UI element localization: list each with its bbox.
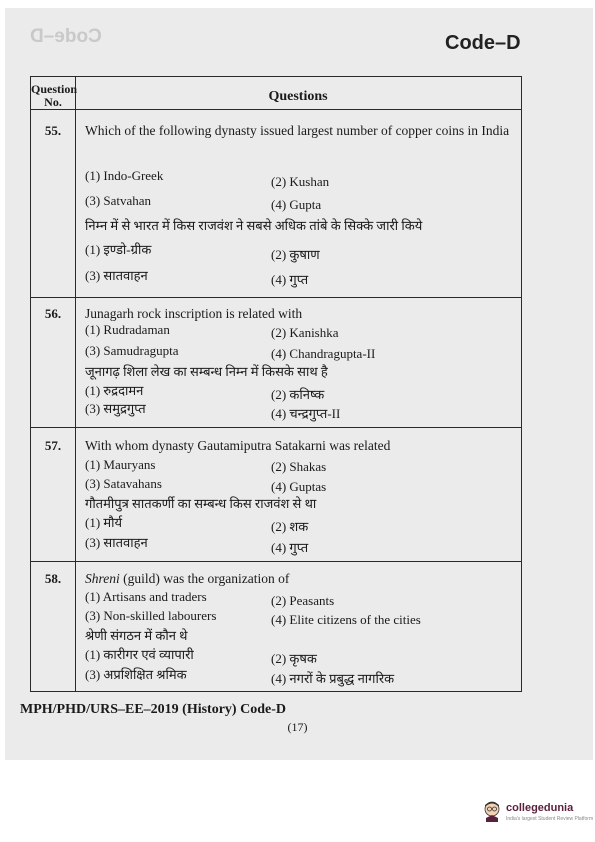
hindi-option-4: (4) गुप्त bbox=[271, 272, 309, 287]
paper-code: Code–D bbox=[445, 32, 521, 54]
option-1: (1) Rudradaman bbox=[85, 322, 170, 337]
row-divider bbox=[31, 561, 521, 562]
question-table bbox=[30, 76, 522, 692]
option-2: (2) Kushan bbox=[271, 174, 330, 189]
question-text bbox=[85, 569, 517, 589]
hindi-option-2: (2) कृषक bbox=[271, 651, 317, 666]
collegedunia-logo[interactable] bbox=[482, 800, 594, 828]
question-text: Which of the following dynasty issued largest number of copper coins in India bbox=[85, 123, 510, 138]
option-1: (1) Mauryans bbox=[85, 457, 156, 472]
option-3: (3) Satvahan bbox=[85, 193, 152, 208]
hindi-option-1: (1) मौर्य bbox=[85, 515, 123, 530]
brand-name: collegedunia bbox=[506, 802, 574, 814]
option-3: (3) Samudragupta bbox=[85, 343, 179, 358]
option-4: (4) Elite citizens of the cities bbox=[271, 612, 421, 627]
question-number: 56. bbox=[44, 306, 62, 321]
term-shreni: Shreni bbox=[85, 571, 120, 586]
hindi-option-2: (2) कुषाण bbox=[271, 247, 320, 262]
footer-paper-code: MPH/PHD/URS–EE–2019 (History) Code-D bbox=[20, 702, 286, 717]
question-text: With whom dynasty Gautamiputra Satakarni was related bbox=[85, 438, 391, 453]
hindi-question-text: श्रेणी संगठन में कौन थे bbox=[85, 628, 188, 643]
student-mascot-icon bbox=[482, 800, 502, 822]
hindi-question-text: गौतमीपुत्र सातकर्णी का सम्बन्ध किस राजवंश से था bbox=[85, 496, 317, 511]
question-text-rest: (guild) was the organization of bbox=[119, 571, 290, 586]
column-header-questions: Questions bbox=[268, 89, 328, 104]
hindi-option-2: (2) शक bbox=[271, 519, 309, 534]
hindi-option-1: (1) इण्डो-ग्रीक bbox=[85, 242, 152, 257]
option-2: (2) Kanishka bbox=[271, 325, 339, 340]
hindi-option-3: (3) अप्रशिक्षित श्रमिक bbox=[85, 667, 187, 682]
hindi-option-4: (4) गुप्त bbox=[271, 540, 309, 555]
page-number: (17) bbox=[287, 720, 308, 734]
hindi-option-3: (3) सातवाहन bbox=[85, 535, 148, 550]
option-3: (3) Satavahans bbox=[85, 476, 162, 491]
option-1: (1) Indo-Greek bbox=[85, 168, 164, 183]
option-4: (4) Gupta bbox=[271, 197, 322, 212]
hindi-option-1: (1) रुद्रदामन bbox=[85, 383, 144, 398]
option-3: (3) Non-skilled labourers bbox=[85, 608, 217, 623]
column-header-question-no: Question No. bbox=[31, 82, 78, 109]
option-2: (2) Shakas bbox=[271, 459, 327, 474]
brand-tagline: India's largest Student Review Platform bbox=[506, 816, 594, 822]
row-divider bbox=[31, 427, 521, 428]
hindi-question-text: जूनागढ़ शिला लेख का सम्बन्ध निम्न में किसके साथ है bbox=[85, 364, 328, 379]
option-1: (1) Artisans and traders bbox=[85, 589, 207, 604]
hindi-question-text: निम्न में से भारत में किस राजवंश ने सबसे अधिक तांबे के सिक्के जारी किये bbox=[85, 218, 423, 233]
column-divider bbox=[75, 77, 76, 691]
question-number: 55. bbox=[44, 123, 62, 138]
question-text: Junagarh rock inscription is related with bbox=[85, 306, 303, 321]
option-4: (4) Chandragupta-II bbox=[271, 346, 376, 361]
question-number: 57. bbox=[44, 438, 62, 453]
hindi-option-4: (4) चन्द्रगुप्त-II bbox=[271, 406, 341, 421]
header-divider bbox=[31, 109, 521, 110]
hindi-option-3: (3) समुद्रगुप्त bbox=[85, 401, 146, 416]
row-divider bbox=[31, 297, 521, 298]
show-through-code: Code–D bbox=[30, 26, 102, 47]
option-4: (4) Guptas bbox=[271, 479, 327, 494]
question-number: 58. bbox=[44, 571, 62, 586]
hindi-option-3: (3) सातवाहन bbox=[85, 268, 148, 283]
hindi-option-2: (2) कनिष्क bbox=[271, 387, 325, 402]
option-2: (2) Peasants bbox=[271, 593, 335, 608]
hindi-option-4: (4) नगरों के प्रबुद्ध नागरिक bbox=[271, 671, 395, 686]
hindi-option-1: (1) कारीगर एवं व्यापारी bbox=[85, 647, 194, 662]
